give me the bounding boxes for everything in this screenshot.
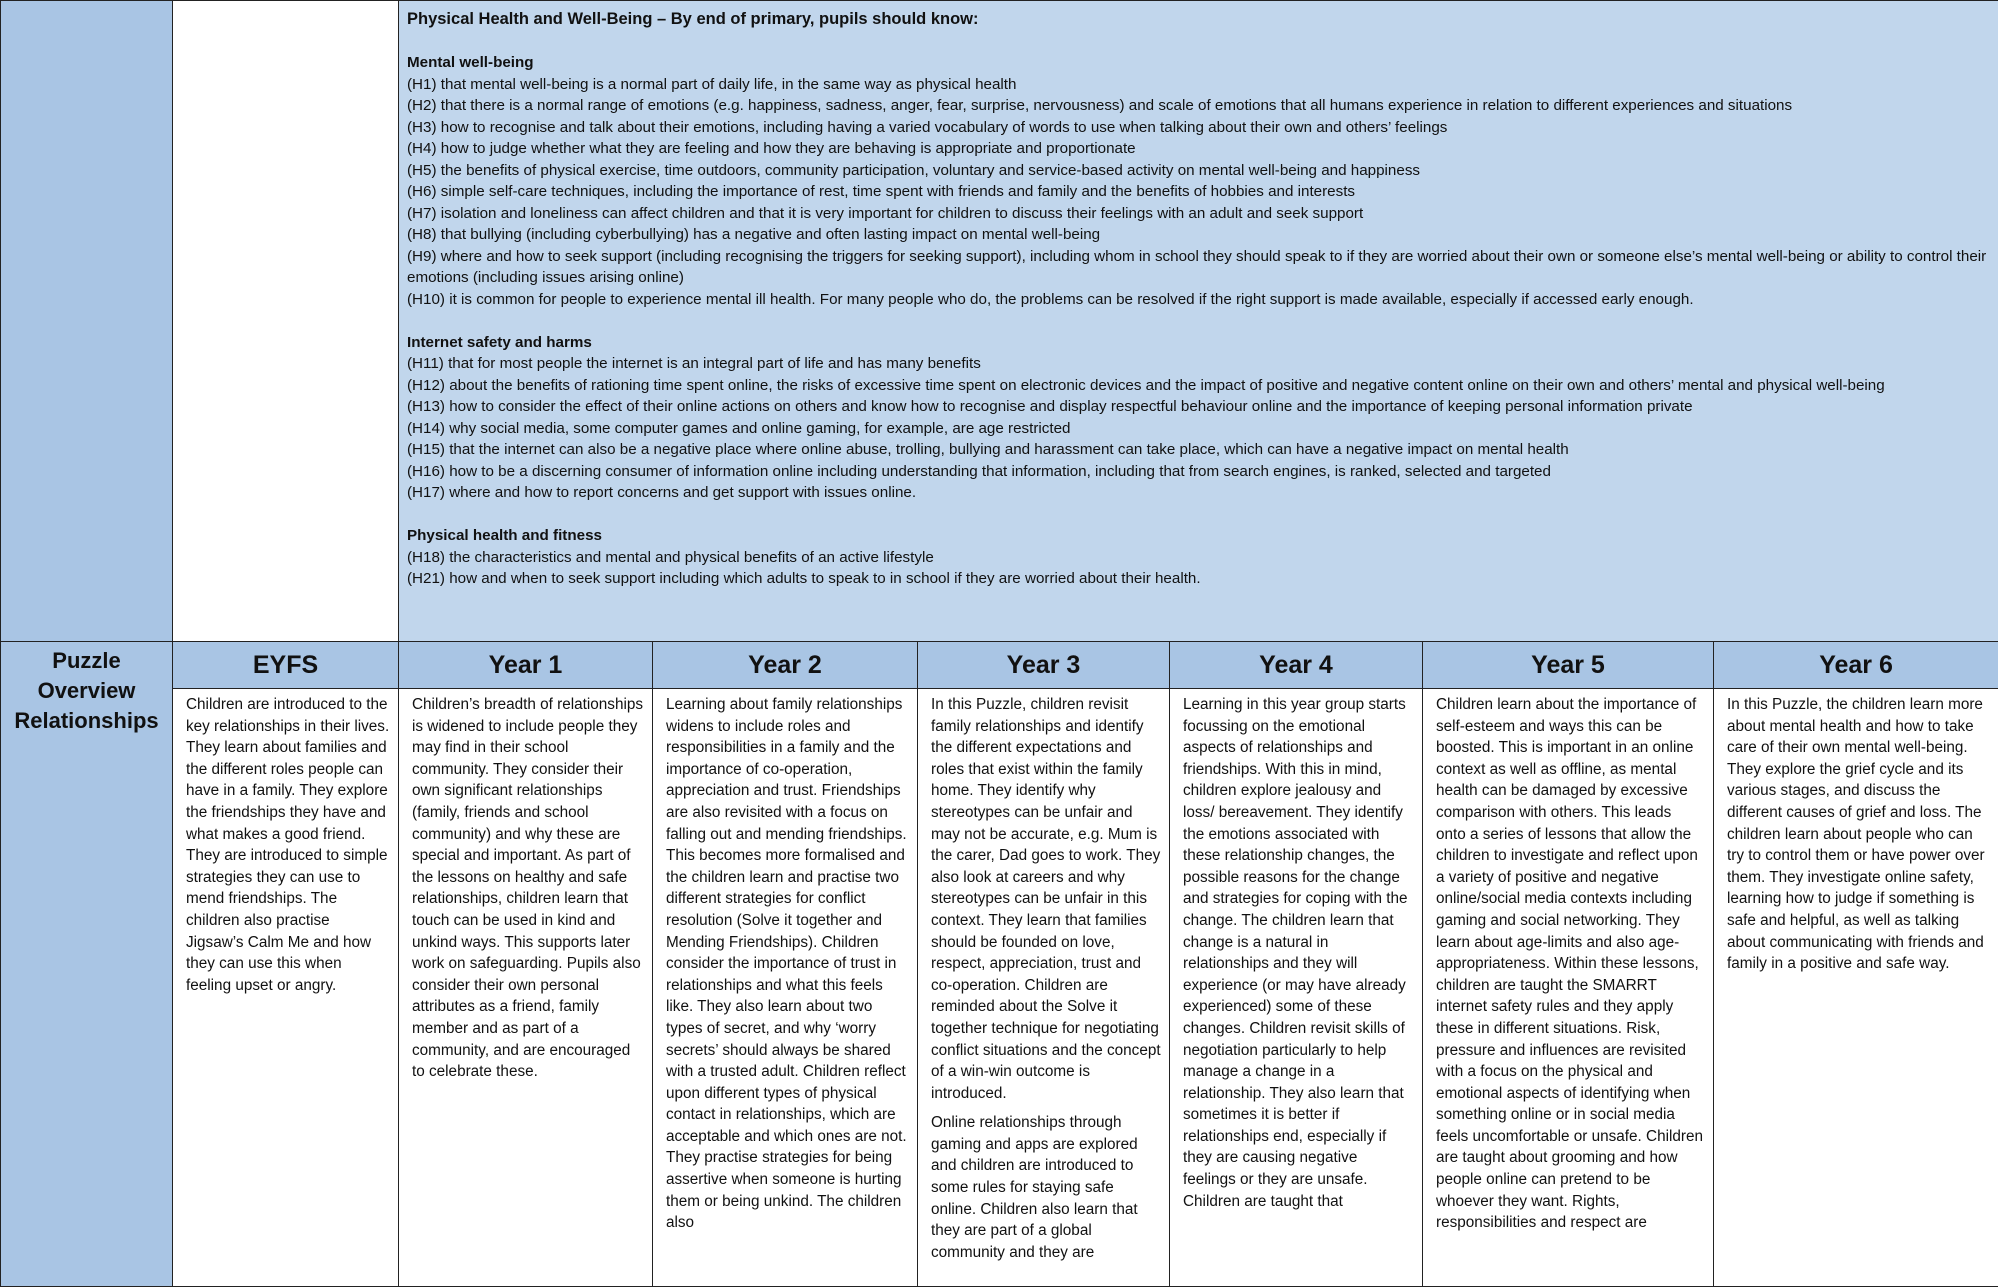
year-overview-paragraph: In this Puzzle, the children learn more about mental health and how to take care of their own mental well-being. They explore the grief cycle and its various stages, and discuss the different causes of grief and loss. The children learn about people who can try to control them or have power over them. They investigate online safety, learning how to judge if something is safe and helpful, as well as talking about communicating with friends and family in a positive and safe way.: [1727, 694, 1990, 975]
year-overview-paragraph: Online relationships through gaming and apps are explored and children are introduced to some rules for staying safe online. Children also learn that they are part of a global community and they are: [931, 1112, 1161, 1263]
year-body-year-6: [1714, 689, 1998, 1287]
pshe-objective-item: (H1) that mental well-being is a normal part of daily life, in the same way as physical health: [407, 74, 1990, 96]
pshe-objective-item: (H5) the benefits of physical exercise, time outdoors, community participation, voluntary and service-based activity on mental well-being and happiness: [407, 160, 1990, 182]
pshe-objective-item: (H8) that bullying (including cyberbullying) has a negative and often lasting impact on mental well-being: [407, 224, 1990, 246]
pshe-objective-item: (H10) it is common for people to experience mental ill health. For many people who do, the problems can be resolved if the right support is made available, especially if accessed early enough.: [407, 289, 1990, 311]
pshe-objective-item: (H7) isolation and loneliness can affect children and that it is very important for children to discuss their feelings with an adult and seek support: [407, 203, 1990, 225]
year-body-year-1: [399, 689, 653, 1287]
pshe-objectives-cell: [399, 1, 1998, 642]
pshe-objective-item: (H21) how and when to seek support including which adults to speak to in school if they are worried about their health.: [407, 568, 1990, 590]
pshe-objective-item: (H13) how to consider the effect of their online actions on others and know how to recognise and display respectful behaviour online and the importance of keeping personal information private: [407, 396, 1990, 418]
year-body-year-4: [1170, 689, 1423, 1287]
pshe-title: Physical Health and Well-Being – By end of primary, pupils should know:: [407, 9, 1990, 31]
puzzle-overview-label-text: Puzzle Overview Relationships: [14, 648, 158, 733]
pshe-objective-item: (H12) about the benefits of rationing time spent online, the risks of excessive time spent on electronic devices and the impact of positive and negative content online on their own and others’ mental and physical well-being: [407, 375, 1990, 397]
pshe-section-heading: Mental well-being: [407, 52, 1990, 74]
year-overview-paragraph: Children learn about the importance of self-esteem and ways this can be boosted. This is important in an online context as well as offline, as mental health can be damaged by excessive comparison with others. This leads onto a series of lessons that allow the children to investigate and reflect upon a variety of positive and negative online/social media contexts including gaming and social networking. They learn about age-limits and also age-appropriateness. Within these lessons, children are taught the SMARRT internet safety rules and they apply these in different situations. Risk, pressure and influences are revisited with a focus on the physical and emotional aspects of identifying when something online or in social media feels uncomfortable or unsafe. Children are taught about grooming and how people online can pretend to be whoever they want. Rights, responsibilities and respect are: [1436, 694, 1705, 1234]
year-overview-paragraph: Learning in this year group starts focussing on the emotional aspects of relationships and friendships. With this in mind, children explore jealousy and loss/ bereavement. They identify the emotions associated with these relationship changes, the possible reasons for the change and strategies for coping with the change. The children learn that change is a natural in relationships and they will experience (or may have already experienced) some of these changes. Children revisit skills of negotiation particularly to help manage a change in a relationship. They also learn that sometimes it is better if relationships end, especially if they are causing negative feelings or they are unsafe. Children are taught that: [1183, 694, 1414, 1212]
pshe-section-heading: Physical health and fitness: [407, 525, 1990, 547]
year-header-year-5: Year 5: [1423, 642, 1714, 689]
pshe-sections: [407, 52, 1990, 590]
pshe-objective-item: (H14) why social media, some computer games and online gaming, for example, are age restricted: [407, 418, 1990, 440]
pshe-objective-item: (H17) where and how to report concerns and get support with issues online.: [407, 482, 1990, 504]
pshe-objective-item: (H4) how to judge whether what they are feeling and how they are behaving is appropriate and proportionate: [407, 138, 1990, 160]
top-label-cell: [1, 1, 173, 642]
year-header-year-1: Year 1: [399, 642, 653, 689]
year-header-year-6: Year 6: [1714, 642, 1998, 689]
year-header-year-2: Year 2: [653, 642, 918, 689]
pshe-objective-item: (H3) how to recognise and talk about their emotions, including having a varied vocabulary of words to use when talking about their own and others’ feelings: [407, 117, 1990, 139]
year-overview-paragraph: Learning about family relationships widens to include roles and responsibilities in a family and the importance of co-operation, appreciation and trust. Friendships are also revisited with a focus on falling out and mending friendships. This becomes more formalised and the children learn and practise two different strategies for conflict resolution (Solve it together and Mending Friendships). Children consider the importance of trust in relationships and what this feels like. They also learn about two types of secret, and why ‘worry secrets’ should always be shared with a trusted adult. Children reflect upon different types of physical contact in relationships, which are acceptable and which ones are not. They practise strategies for being assertive when someone is hurting them or being unkind. The children also: [666, 694, 909, 1234]
year-overview-paragraph: Children’s breadth of relationships is widened to include people they may find in their school community. They consider their own significant relationships (family, friends and school community) and why these are special and important. As part of the lessons on healthy and safe relationships, children learn that touch can be used in kind and unkind ways. This supports later work on safeguarding. Pupils also consider their own personal attributes as a friend, family member and as part of a community, and are encouraged to celebrate these.: [412, 694, 644, 1083]
year-header-year-3: Year 3: [918, 642, 1170, 689]
puzzle-overview-label: [1, 642, 173, 1287]
pshe-section-heading: Internet safety and harms: [407, 332, 1990, 354]
year-overview-paragraph: Children are introduced to the key relationships in their lives. They learn about families and the different roles people can have in a family. They explore the friendships they have and what makes a good friend. They are introduced to simple strategies they can use to mend friendships. The children also practise Jigsaw’s Calm Me and how they can use this when feeling upset or angry.: [186, 694, 390, 996]
year-body-year-3: [918, 689, 1170, 1287]
year-body-year-2: [653, 689, 918, 1287]
year-header-eyfs: EYFS: [173, 642, 399, 689]
pshe-objective-item: (H9) where and how to seek support (including recognising the triggers for seeking support), including whom in school they should speak to if they are worried about their own or someone else’s mental well-being or ability to control their emotions (including issues arising online): [407, 246, 1990, 289]
pshe-objective-item: (H11) that for most people the internet is an integral part of life and has many benefits: [407, 353, 1990, 375]
pshe-objective-item: (H15) that the internet can also be a negative place where online abuse, trolling, bullying and harassment can take place, which can have a negative impact on mental health: [407, 439, 1990, 461]
year-overview-paragraph: In this Puzzle, children revisit family relationships and identify the different expectations and roles that exist within the family home. They identify why stereotypes can be unfair and may not be accurate, e.g. Mum is the carer, Dad goes to work. They also look at careers and why stereotypes can be unfair in this context. They learn that families should be founded on love, respect, appreciation, trust and co-operation. Children are reminded about the Solve it together technique for negotiating conflict situations and the concept of a win-win outcome is introduced.: [931, 694, 1161, 1104]
pshe-objective-item: (H6) simple self-care techniques, including the importance of rest, time spent with friends and family and the benefits of hobbies and interests: [407, 181, 1990, 203]
year-body-eyfs: [173, 689, 399, 1287]
year-body-year-5: [1423, 689, 1714, 1287]
pshe-objective-item: (H16) how to be a discerning consumer of information online including understanding that information, including that from search engines, is ranked, selected and targeted: [407, 461, 1990, 483]
pshe-objective-item: (H2) that there is a normal range of emotions (e.g. happiness, sadness, anger, fear, surprise, nervousness) and scale of emotions that all humans experience in relation to different experiences and situations: [407, 95, 1990, 117]
pshe-objective-item: (H18) the characteristics and mental and physical benefits of an active lifestyle: [407, 547, 1990, 569]
year-header-year-4: Year 4: [1170, 642, 1423, 689]
top-blank-cell: [173, 1, 399, 642]
